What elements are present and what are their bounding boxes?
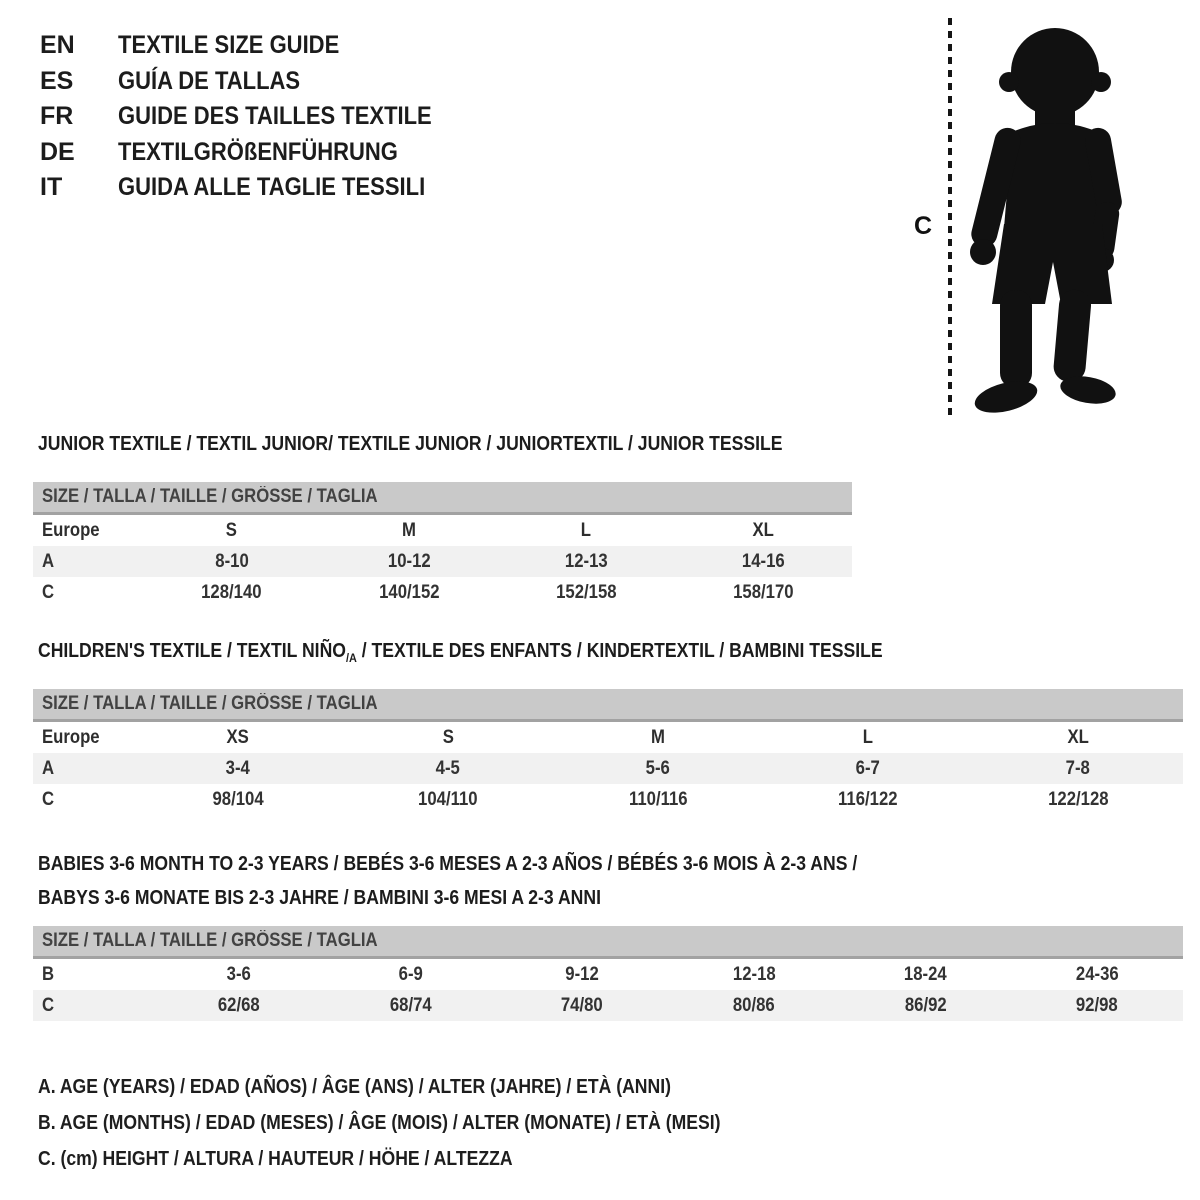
row-label: B — [42, 963, 55, 985]
lang-row-fr — [40, 99, 475, 135]
table-cell: 4-5 — [435, 757, 461, 779]
table-cell: 6-7 — [855, 757, 881, 779]
table-cell: 158/170 — [733, 581, 794, 603]
table-row — [33, 990, 1183, 1021]
lang-title: GUIDA ALLE TAGLIE TESSILI — [118, 173, 426, 201]
row-label: C — [42, 994, 55, 1016]
table-cell: 5-6 — [645, 757, 671, 779]
size-header-bar: SIZE / TALLA / TAILLE / GRÖSSE / TAGLIA — [33, 482, 852, 515]
table-cell: 80/86 — [732, 994, 775, 1016]
height-measure-dashed-line — [948, 18, 952, 416]
table-cell: 98/104 — [212, 788, 264, 810]
column-header: M — [401, 519, 416, 541]
row-label: A — [42, 757, 55, 779]
table-row — [33, 753, 1183, 784]
column-header: L — [581, 519, 592, 541]
column-header: XL — [1067, 726, 1089, 748]
lang-title: GUIDE DES TAILLES TEXTILE — [118, 102, 432, 130]
babies-size-table — [33, 926, 1183, 1021]
height-measure-label: C — [914, 212, 933, 240]
column-header: L — [862, 726, 874, 748]
children-size-table — [33, 689, 1183, 815]
row-label: C — [42, 788, 55, 810]
table-row — [33, 959, 1183, 990]
table-cell: 24-36 — [1075, 963, 1119, 985]
row-label: C — [42, 581, 55, 603]
table-cell: 9-12 — [565, 963, 599, 985]
table-cell: 104/110 — [418, 788, 478, 810]
lang-title: GUÍA DE TALLAS — [118, 66, 301, 95]
size-header-bar: SIZE / TALLA / TAILLE / GRÖSSE / TAGLIA — [33, 926, 1183, 959]
lang-title: TEXTILGRÖßENFÜHRUNG — [118, 137, 398, 166]
size-header-bar: SIZE / TALLA / TAILLE / GRÖSSE / TAGLIA — [33, 689, 1183, 722]
lang-code: IT — [40, 173, 63, 201]
lang-title: TEXTILE SIZE GUIDE — [118, 31, 340, 59]
table-cell: 116/122 — [838, 788, 898, 810]
column-header: S — [226, 519, 238, 541]
babies-section-title: BABIES 3-6 MONTH TO 2-3 YEARS / BEBÉS 3-6 MESES A 2-3 AÑOS / BÉBÉS 3-6 MOIS À 2-3 ANS / BABYS 3-6 MONATE BIS 2-3 JAHRE / BAMBINI 3-6 MESI A 2-3 ANNI — [38, 853, 858, 909]
table-cell: 18-24 — [904, 963, 947, 985]
row-label: A — [42, 550, 55, 572]
column-header: Europe — [42, 519, 100, 541]
table-cell: 8-10 — [214, 550, 249, 572]
table-cell: 140/152 — [378, 581, 440, 603]
language-title-block — [40, 28, 475, 206]
table-cell: 122/128 — [1047, 788, 1109, 810]
table-cell: 3-6 — [226, 963, 251, 985]
table-row — [33, 546, 852, 577]
toddler-silhouette-icon — [960, 12, 1142, 417]
column-header: M — [651, 726, 665, 748]
table-cell: 14-16 — [741, 550, 785, 572]
children-section-title: CHILDREN'S TEXTILE / TEXTIL $NIÑO_{/A}$ / TEXTILE DES ENFANTS / KINDERTEXTIL / BAMBINI TESSILE — [38, 640, 883, 665]
note-height-cm: C. (cm) HEIGHT / ALTURA / HAUTEUR / HÖHE / ALTEZZA — [38, 1148, 513, 1170]
lang-row-es — [40, 64, 475, 100]
table-cell: 92/98 — [1076, 994, 1119, 1016]
junior-section-title: JUNIOR TEXTILE / TEXTIL JUNIOR/ TEXTILE JUNIOR / JUNIORTEXTIL / JUNIOR TESSILE — [38, 433, 783, 455]
table-cell: 12-13 — [564, 550, 608, 572]
lang-code: EN — [40, 31, 75, 59]
lang-code: FR — [40, 102, 74, 130]
note-age-months: B. AGE (MONTHS) / EDAD (MESES) / ÂGE (MOIS) / ALTER (MONATE) / ETÀ (MESI) — [38, 1112, 721, 1134]
table-cell: 10-12 — [387, 550, 431, 572]
table-cell: 128/140 — [201, 581, 262, 603]
nino-a-subscript: /A — [345, 651, 357, 665]
table-cell: 62/68 — [217, 994, 260, 1016]
table-cell: 12-18 — [732, 963, 776, 985]
column-header: XL — [752, 519, 775, 541]
legend-notes — [38, 1069, 814, 1177]
junior-size-table — [33, 482, 852, 608]
table-cell: 68/74 — [389, 994, 432, 1016]
lang-code: DE — [40, 137, 75, 166]
lang-row-it — [40, 170, 475, 206]
column-header: XS — [226, 726, 250, 748]
table-header-row — [33, 722, 1183, 753]
lang-row-de — [40, 135, 475, 171]
column-header: Europe — [42, 726, 100, 748]
table-cell: 6-9 — [398, 963, 423, 985]
table-cell: 3-4 — [225, 757, 251, 779]
table-cell: 74/80 — [561, 994, 604, 1016]
lang-code: ES — [40, 66, 74, 95]
table-cell: 110/116 — [628, 788, 688, 810]
table-row — [33, 577, 852, 608]
note-age-years: A. AGE (YEARS) / EDAD (AÑOS) / ÂGE (ANS) / ALTER (JAHRE) / ETÀ (ANNI) — [38, 1076, 671, 1098]
table-header-row — [33, 515, 852, 546]
column-header: S — [442, 726, 454, 748]
table-cell: 7-8 — [1065, 757, 1091, 779]
lang-row-en — [40, 28, 475, 64]
table-row — [33, 784, 1183, 815]
table-cell: 152/158 — [555, 581, 617, 603]
table-cell: 86/92 — [904, 994, 947, 1016]
